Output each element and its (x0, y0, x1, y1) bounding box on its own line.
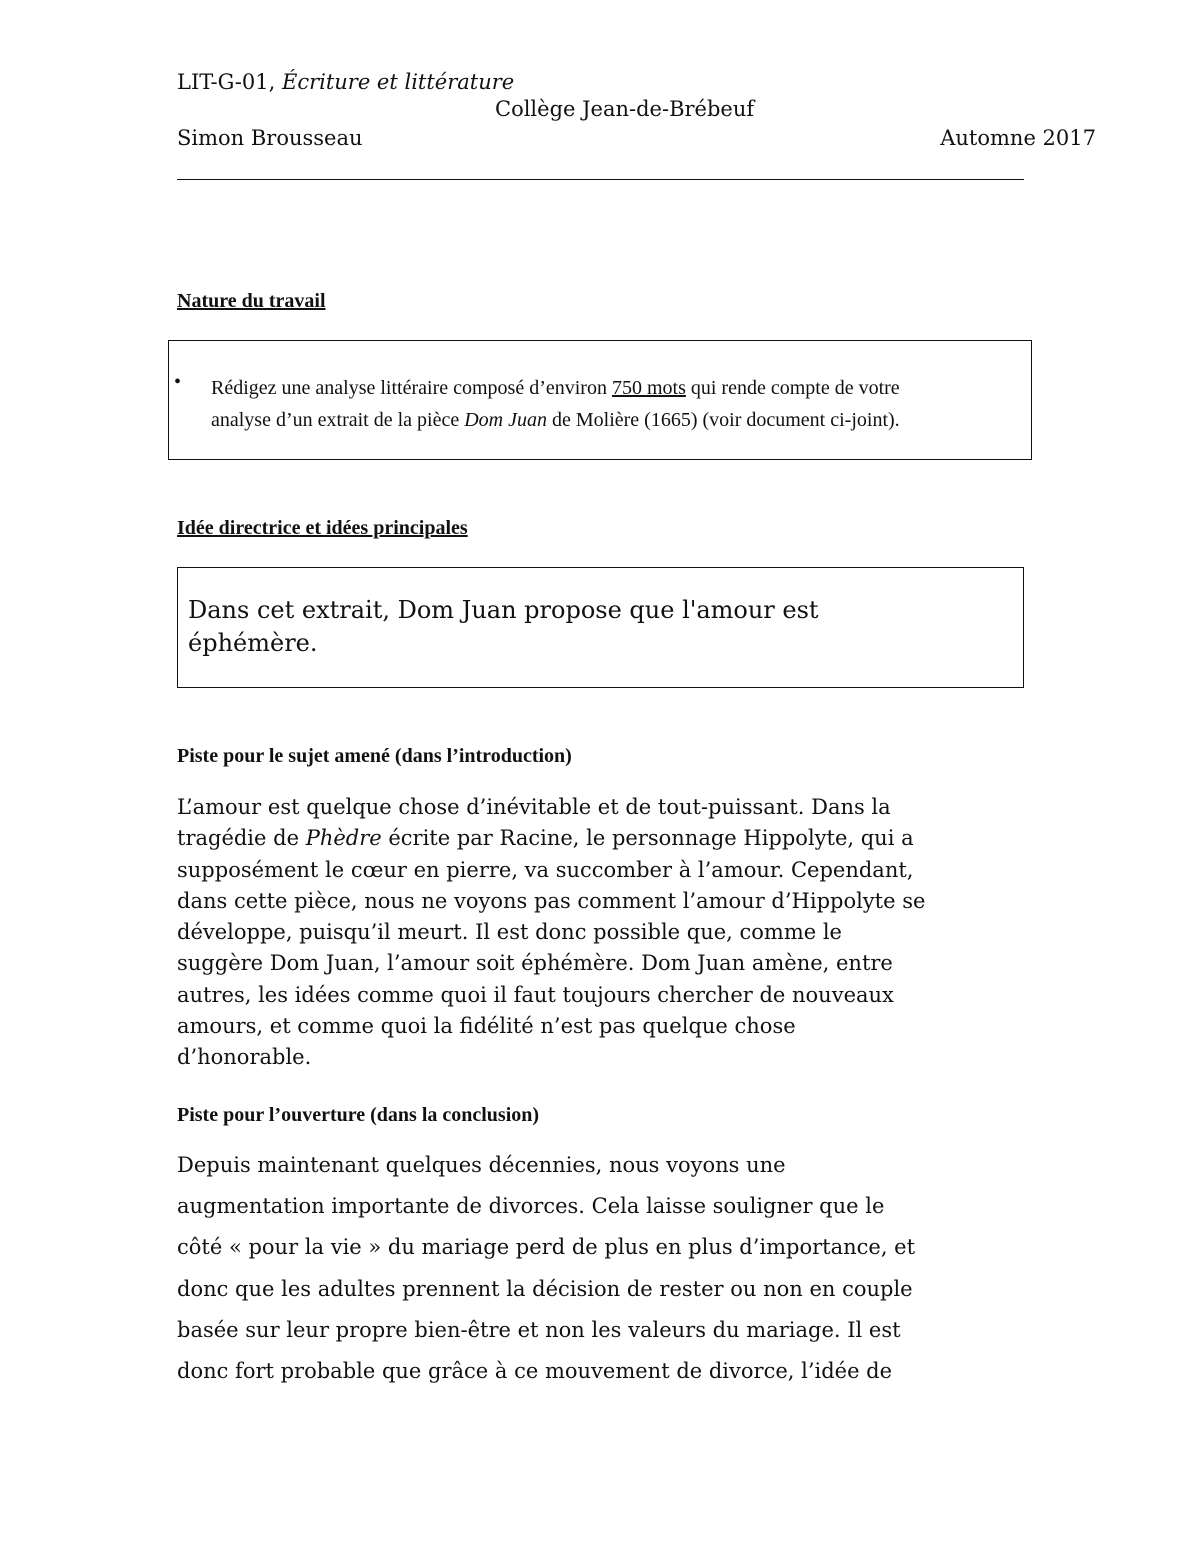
ouverture-line: Depuis maintenant quelques décennies, nous voyons une (177, 1153, 786, 1177)
sujet-line: dans cette pièce, nous ne voyons pas comment l’amour d’Hippolyte se (177, 888, 926, 913)
thesis-line-2: éphémère. (188, 629, 318, 657)
word-count: 750 mots (611, 377, 686, 399)
ouverture-line: côté « pour la vie » du mariage perd de plus en plus d’importance, et (177, 1235, 916, 1260)
header-rule (177, 179, 1024, 180)
sujet-line: amours, et comme quoi la fidélité n’est pas quelque chose (177, 1014, 796, 1039)
ouverture-line: augmentation importante de divorces. Cela laisse souligner que le (177, 1194, 885, 1219)
play-title: Dom Juan (464, 409, 547, 431)
heading-sujet: Piste pour le sujet amené (dans l’introduction) (177, 745, 572, 767)
ouverture-paragraph (177, 1145, 1037, 1392)
course-title: Écriture et littérature (281, 70, 515, 94)
sujet-line: suggère Dom Juan, l’amour soit éphémère. Dom Juan amène, entre (177, 951, 893, 976)
ouverture-line: donc que les adultes prennent la décision de rester ou non en couple (177, 1276, 913, 1301)
nature-instructions (211, 372, 1026, 436)
heading-nature: Nature du travail (177, 290, 326, 312)
thesis-line-1: Dans cet extrait, Dom Juan propose que l'amour est (188, 596, 819, 624)
sujet-line: tragédie de Phèdre écrite par Racine, le personnage Hippolyte, qui a (177, 826, 914, 851)
sujet-line: développe, puisqu’il meurt. Il est donc possible que, comme le (177, 920, 842, 945)
term: Automne 2017 (940, 126, 1096, 150)
college-name: Collège Jean-de-Brébeuf (495, 97, 755, 121)
thesis-text (188, 594, 988, 660)
course-code: LIT-G-01, (177, 70, 276, 94)
ouverture-line: donc fort probable que grâce à ce mouvement de divorce, l’idée de (177, 1359, 893, 1384)
sujet-paragraph (177, 792, 1037, 1074)
ouverture-line: basée sur leur propre bien-être et non les valeurs du mariage. Il est (177, 1317, 901, 1342)
course-line (177, 70, 514, 94)
sujet-line: L’amour est quelque chose d’inévitable et de tout-puissant. Dans la (177, 795, 891, 819)
sujet-line: autres, les idées comme quoi il faut toujours chercher de nouveaux (177, 982, 894, 1007)
phedre-title: Phèdre (305, 826, 382, 851)
instruction-line-2: analyse d’un extrait de la pièce Dom Juan de Molière (1665) (voir document ci-joint). (211, 409, 900, 431)
instruction-line-1: Rédigez une analyse littéraire composé d’environ 750 mots qui rende compte de votre (211, 377, 900, 399)
teacher-name: Simon Brousseau (177, 126, 363, 150)
sujet-line: supposément le cœur en pierre, va succomber à l’amour. Cependant, (177, 857, 914, 882)
sujet-line: d’honorable. (177, 1045, 312, 1070)
heading-idee: Idée directrice et idées principales (177, 517, 468, 539)
bullet-icon: • (174, 371, 182, 393)
heading-ouverture: Piste pour l’ouverture (dans la conclusion) (177, 1104, 540, 1126)
